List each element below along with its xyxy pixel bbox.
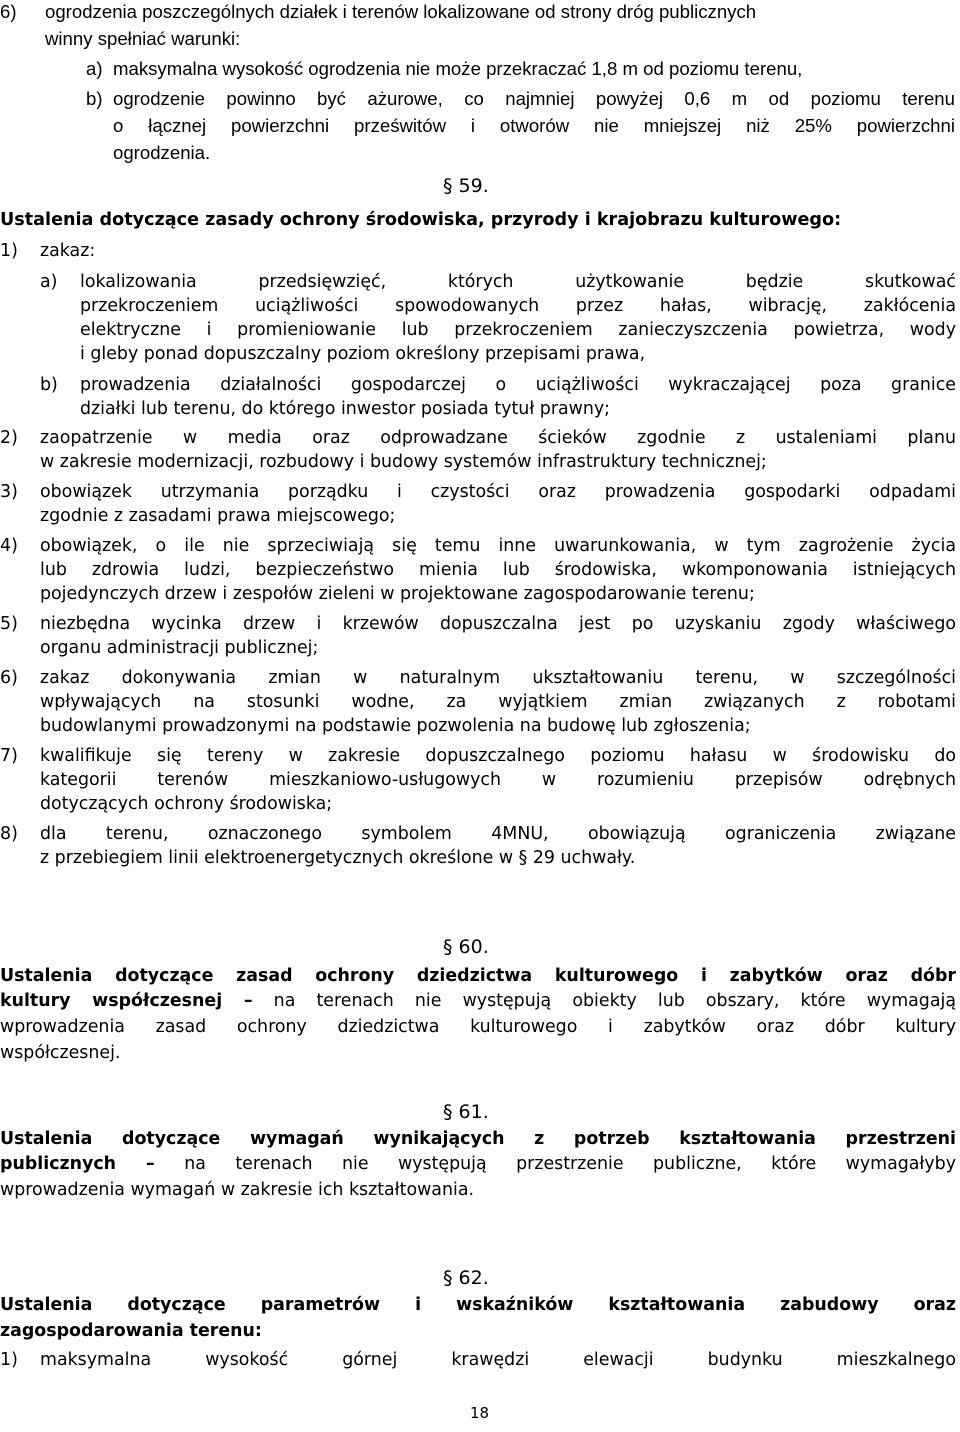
section-heading: Ustalenia dotyczące wymagań wynikających z potrzeb kształtowania przestrzeni <box>0 1129 956 1149</box>
section-text: wprowadzenia wymagań w zakresie ich kształtowania. <box>0 1180 475 1200</box>
section-heading: Ustalenia dotyczące parametrów i wskaźników kształtowania zabudowy oraz <box>0 1295 956 1315</box>
section-text-inline: na terenach nie występują przestrzenie publiczne, które wymagałyby <box>184 1154 956 1174</box>
subitem-text: elektryczne i promieniowanie lub przekroczeniem zanieczyszczenia powietrza, wody <box>80 320 956 340</box>
section-heading: zagospodarowania terenu: <box>0 1321 262 1341</box>
item-text: organu administracji publicznej; <box>40 638 319 658</box>
section-heading: Ustalenia dotyczące zasady ochrony środowiska, przyrody i krajobrazu kulturowego: <box>0 210 842 230</box>
item-number: 3) <box>0 482 18 502</box>
item-text: obowiązek utrzymania porządku i czystości oraz prowadzenia gospodarki odpadami <box>40 482 956 502</box>
item-text: obowiązek, o ile nie sprzeciwiają się temu inne uwarunkowania, w tym zagrożenie życia <box>40 536 956 556</box>
page-number: 18 <box>470 1404 490 1422</box>
item-text: budowlanymi prowadzonymi na podstawie pozwolenia na budowę lub zgłoszenia; <box>40 716 751 736</box>
item-text: zaopatrzenie w media oraz odprowadzane ścieków zgodnie z ustaleniami planu <box>40 428 956 448</box>
item-text: winny spełniać warunki: <box>45 28 241 49</box>
item-text: niezbędna wycinka drzew i krzewów dopuszczalna jest po uzyskaniu zgody właściwego <box>40 614 956 634</box>
item-text: ogrodzenia poszczególnych działek i terenów lokalizowane od strony dróg publicznych <box>45 1 757 22</box>
subitem-letter: b) <box>40 375 58 395</box>
section-text <box>0 1152 956 1176</box>
item-number: 7) <box>0 746 18 766</box>
item-text: maksymalna wysokość górnej krawędzi elewacji budynku mieszkalnego <box>40 1350 956 1370</box>
section-number: § 61. <box>443 1101 489 1123</box>
item-text: kategorii terenów mieszkaniowo-usługowych w rozumieniu przepisów odrębnych <box>40 770 956 790</box>
section-number: § 62. <box>443 1267 489 1289</box>
item-number: 1) <box>0 241 18 261</box>
subitem-text: przekroczeniem uciążliwości spowodowanych przez hałas, wibrację, zakłócenia <box>80 296 956 316</box>
subitem-text: ogrodzenie powinno być ażurowe, co najmniej powyżej 0,6 m od poziomu terenu <box>113 88 955 109</box>
subitem-letter: b) <box>86 88 103 109</box>
item-text: lub zdrowia ludzi, bezpieczeństwo mienia lub środowiska, wkomponowania istniejących <box>40 560 956 580</box>
item-text: w zakresie modernizacji, rozbudowy i budowy systemów infrastruktury technicznej; <box>40 452 767 472</box>
item-text: zakaz: <box>40 241 96 261</box>
section-text <box>0 989 956 1013</box>
subitem-text: lokalizowania przedsięwzięć, których użytkowanie będzie skutkować <box>80 272 956 292</box>
item-text: kwalifikuje się tereny w zakresie dopuszczalnego poziomu hałasu w środowisku do <box>40 746 956 766</box>
item-text: pojedynczych drzew i zespołów zieleni w projektowane zagospodarowanie terenu; <box>40 584 755 604</box>
section-number: § 60. <box>443 936 489 958</box>
item-text: wpływających na stosunki wodne, za wyjątkiem zmian związanych z robotami <box>40 692 956 712</box>
item-number: 2) <box>0 428 18 448</box>
section-number: § 59. <box>443 175 489 197</box>
item-text: z przebiegiem linii elektroenergetycznych określone w § 29 uchwały. <box>40 848 636 868</box>
section-heading: Ustalenia dotyczące zasad ochrony dziedzictwa kulturowego i zabytków oraz dóbr <box>0 966 956 986</box>
subitem-text: maksymalna wysokość ogrodzenia nie może przekraczać 1,8 m od poziomu terenu, <box>113 58 803 79</box>
item-number: 4) <box>0 536 18 556</box>
subitem-text: działki lub terenu, do którego inwestor posiada tytuł prawny; <box>80 399 611 419</box>
item-number: 6) <box>0 1 17 22</box>
subitem-letter: a) <box>40 272 58 292</box>
subitem-text: prowadzenia działalności gospodarczej o uciążliwości wykraczającej poza granice <box>80 375 956 395</box>
item-number: 1) <box>0 1350 18 1370</box>
section-text: współczesnej. <box>0 1043 121 1063</box>
section-text: wprowadzenia zasad ochrony dziedzictwa kulturowego i zabytków oraz dóbr kultury <box>0 1017 956 1037</box>
item-number: 5) <box>0 614 18 634</box>
item-number: 8) <box>0 824 18 844</box>
item-text: dotyczących ochrony środowiska; <box>40 794 333 814</box>
subitem-letter: a) <box>86 58 103 79</box>
item-text: dla terenu, oznaczonego symbolem 4MNU, obowiązują ograniczenia związane <box>40 824 956 844</box>
section-heading-continued: publicznych – <box>0 1154 155 1174</box>
subitem-text: o łącznej powierzchni prześwitów i otworów nie mniejszej niż 25% powierzchni <box>113 115 955 136</box>
item-number: 6) <box>0 668 18 688</box>
item-text: zakaz dokonywania zmian w naturalnym ukształtowaniu terenu, w szczególności <box>40 668 956 688</box>
subitem-text: ogrodzenia. <box>113 142 211 163</box>
section-text-inline: na terenach nie występują obiekty lub obszary, które wymagają <box>273 991 956 1011</box>
item-text: zgodnie z zasadami prawa miejscowego; <box>40 506 396 526</box>
section-heading-continued: kultury współczesnej – <box>0 991 253 1011</box>
subitem-text: i gleby ponad dopuszczalny poziom określony przepisami prawa, <box>80 344 646 364</box>
